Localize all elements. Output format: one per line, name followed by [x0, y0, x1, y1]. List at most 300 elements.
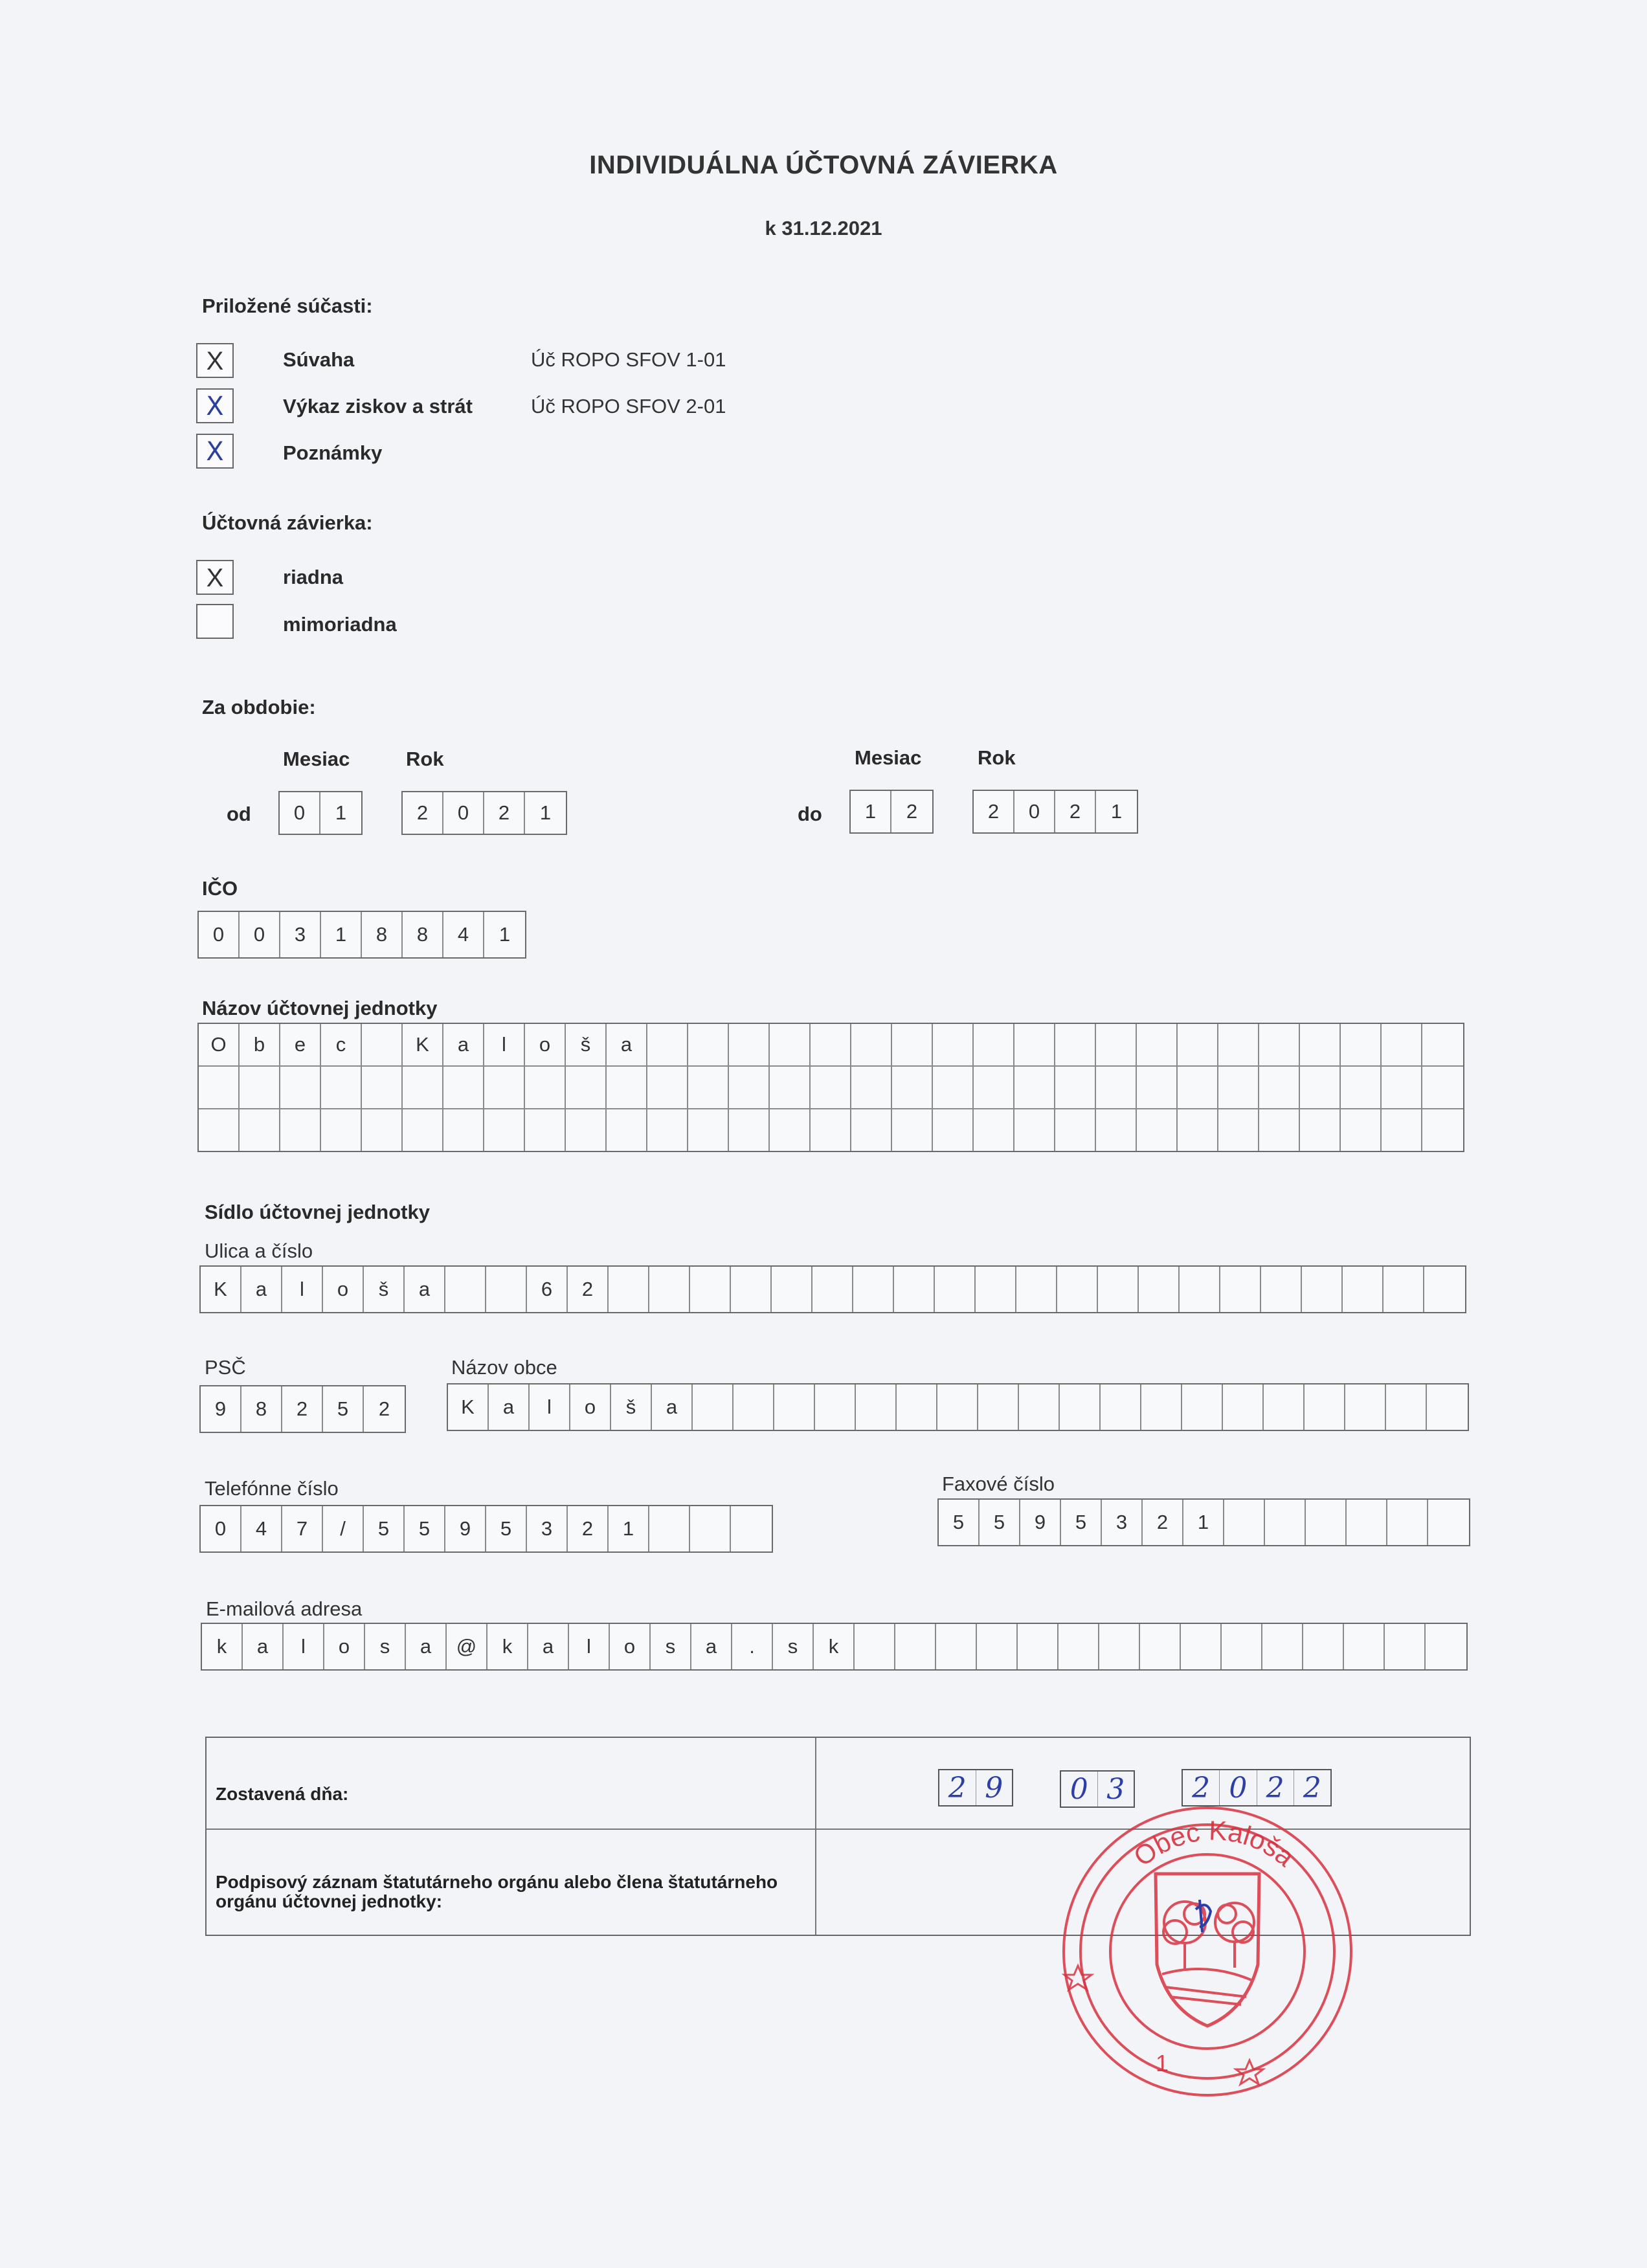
char-cell [1055, 1109, 1096, 1151]
char-cell: 8 [403, 912, 443, 957]
char-cell [403, 1109, 443, 1151]
char-cell [649, 1506, 690, 1551]
char-cell [1220, 1267, 1261, 1312]
char-cell [851, 1109, 892, 1151]
char-cell [974, 1067, 1014, 1108]
label-poznamky: Poznámky [283, 441, 383, 464]
checkbox-poznamky[interactable] [196, 434, 234, 469]
char-cell: 9 [201, 1386, 241, 1432]
char-cell [690, 1506, 731, 1551]
char-cell [1057, 1267, 1098, 1312]
char-cell: 8 [241, 1386, 282, 1432]
from-month-label: Mesiac [283, 748, 350, 770]
char-cell: 5 [364, 1506, 405, 1551]
char-cell [647, 1109, 688, 1151]
compiled-day-input[interactable] [938, 1769, 1013, 1807]
attachments-heading: Priložené súčasti: [202, 295, 373, 317]
char-cell [1223, 1384, 1264, 1430]
check-mark: X [206, 347, 224, 375]
to-year-input[interactable] [972, 790, 1138, 834]
char-cell [1137, 1067, 1178, 1108]
char-cell [1261, 1267, 1302, 1312]
char-cell [1341, 1067, 1382, 1108]
char-cell: a [652, 1384, 693, 1430]
char-cell: K [201, 1267, 241, 1312]
char-cell [1422, 1067, 1463, 1108]
char-cell [978, 1384, 1019, 1430]
label-riadna: riadna [283, 566, 344, 588]
char-cell [770, 1067, 811, 1108]
char-cell [1428, 1500, 1469, 1545]
check-mark: X [206, 564, 224, 592]
char-cell [362, 1067, 403, 1108]
char-cell: 5 [405, 1506, 445, 1551]
char-cell: o [323, 1267, 364, 1312]
char-cell [1427, 1384, 1468, 1430]
compiled-label: Zostavená dňa: [216, 1784, 349, 1804]
psc-label: PSČ [205, 1356, 246, 1379]
digit-cell: 1 [539, 801, 552, 824]
char-cell [445, 1267, 486, 1312]
char-cell [693, 1384, 734, 1430]
char-cell: b [240, 1024, 280, 1065]
char-cell: 4 [241, 1506, 282, 1551]
char-cell: 2 [568, 1267, 609, 1312]
char-cell [1099, 1624, 1140, 1669]
char-cell: 5 [980, 1500, 1020, 1545]
street-input[interactable] [199, 1265, 1466, 1313]
char-cell [974, 1024, 1014, 1065]
char-cell [649, 1267, 690, 1312]
char-cell [851, 1067, 892, 1108]
stamp-text: Obec Kaloša [1128, 1815, 1301, 1873]
char-cell [1178, 1067, 1218, 1108]
char-cell [1259, 1067, 1300, 1108]
char-cell [933, 1067, 974, 1108]
year-digit: 0 [1220, 1770, 1257, 1805]
char-cell [892, 1109, 933, 1151]
char-cell [199, 1109, 240, 1151]
char-cell [734, 1384, 774, 1430]
page-title: INDIVIDUÁLNA ÚČTOVNÁ ZÁVIERKA [589, 151, 1058, 179]
char-cell: 6 [527, 1267, 568, 1312]
char-cell: . [732, 1624, 773, 1669]
char-cell: a [489, 1384, 530, 1430]
char-cell [1140, 1624, 1181, 1669]
char-cell [609, 1267, 649, 1312]
char-cell: 8 [362, 912, 403, 957]
char-cell: 3 [527, 1506, 568, 1551]
official-stamp-icon [1052, 1803, 1369, 2107]
char-cell: 2 [282, 1386, 323, 1432]
char-cell [1014, 1109, 1055, 1151]
psc-input[interactable] [199, 1385, 406, 1433]
email-label: E-mailová adresa [206, 1597, 363, 1620]
char-cell [1344, 1624, 1385, 1669]
char-cell: @ [447, 1624, 487, 1669]
char-cell [688, 1024, 729, 1065]
char-cell: l [530, 1384, 570, 1430]
char-cell [1303, 1624, 1344, 1669]
char-cell [1178, 1024, 1218, 1065]
char-cell [811, 1067, 851, 1108]
to-label: do [798, 803, 822, 825]
char-cell [688, 1067, 729, 1108]
char-cell [1300, 1024, 1341, 1065]
report-date: k 31.12.2021 [765, 217, 882, 239]
char-cell [1305, 1384, 1345, 1430]
char-cell [1141, 1384, 1182, 1430]
char-cell: 5 [939, 1500, 980, 1545]
char-cell [936, 1624, 977, 1669]
char-cell [647, 1024, 688, 1065]
char-cell [892, 1067, 933, 1108]
char-cell [1300, 1067, 1341, 1108]
check-mark: X [206, 392, 224, 421]
char-cell: s [773, 1624, 814, 1669]
digit-cell: 2 [906, 800, 918, 823]
char-cell [1218, 1024, 1259, 1065]
char-cell: 3 [1102, 1500, 1143, 1545]
to-month-label: Mesiac [855, 746, 922, 769]
char-cell [1139, 1267, 1180, 1312]
digit-cell: 1 [1110, 800, 1123, 823]
char-cell: l [484, 1024, 525, 1065]
char-cell [1386, 1384, 1427, 1430]
char-cell [770, 1024, 811, 1065]
digit-cell: 1 [335, 801, 347, 824]
char-cell [892, 1024, 933, 1065]
year-digit: 2 [1257, 1770, 1294, 1805]
char-cell [1060, 1384, 1101, 1430]
char-cell [403, 1067, 443, 1108]
digit-cell: 2 [1055, 791, 1096, 832]
char-cell [1055, 1067, 1096, 1108]
to-month-input[interactable] [849, 790, 934, 834]
char-cell: 1 [321, 912, 362, 957]
label-vykaz: Výkaz ziskov a strát [283, 395, 473, 417]
char-cell [1422, 1024, 1463, 1065]
char-cell [1096, 1109, 1137, 1151]
char-cell: 0 [199, 912, 240, 957]
char-cell [1137, 1109, 1178, 1151]
name-row [199, 1024, 1463, 1067]
char-cell [1302, 1267, 1343, 1312]
char-cell [1218, 1109, 1259, 1151]
char-cell [1259, 1024, 1300, 1065]
char-cell [731, 1267, 772, 1312]
char-cell [933, 1024, 974, 1065]
char-cell [1098, 1267, 1139, 1312]
char-cell [1096, 1067, 1137, 1108]
char-cell: k [487, 1624, 528, 1669]
char-cell: o [525, 1024, 566, 1065]
char-cell [1387, 1500, 1428, 1545]
char-cell [280, 1109, 321, 1151]
char-cell [280, 1067, 321, 1108]
char-cell: K [403, 1024, 443, 1065]
char-cell [1018, 1624, 1059, 1669]
label-mimoriadna: mimoriadna [283, 613, 397, 636]
char-cell [1262, 1624, 1303, 1669]
digit-cell: 2 [974, 791, 1014, 832]
char-cell [1424, 1267, 1465, 1312]
char-cell [977, 1624, 1018, 1669]
ico-input[interactable] [197, 911, 526, 959]
char-cell [1345, 1384, 1386, 1430]
char-cell: š [566, 1024, 607, 1065]
stamp-number: 1 [1156, 2050, 1169, 2076]
char-cell [1137, 1024, 1178, 1065]
char-cell [1222, 1624, 1262, 1669]
char-cell [484, 1109, 525, 1151]
char-cell [1181, 1624, 1222, 1669]
code-vykaz: Úč ROPO SFOV 2-01 [531, 395, 726, 417]
from-year-input[interactable] [401, 791, 567, 835]
char-cell [774, 1384, 815, 1430]
char-cell: a [405, 1267, 445, 1312]
char-cell: / [323, 1506, 364, 1551]
char-cell: o [570, 1384, 611, 1430]
char-cell: 5 [1061, 1500, 1102, 1545]
digit-cell: 2 [484, 792, 525, 834]
char-cell [1422, 1109, 1463, 1151]
char-cell [321, 1067, 362, 1108]
char-cell [1055, 1024, 1096, 1065]
ico-label: IČO [202, 877, 238, 900]
char-cell: s [365, 1624, 406, 1669]
char-cell [937, 1384, 978, 1430]
char-cell: 0 [201, 1506, 241, 1551]
char-cell: a [443, 1024, 484, 1065]
digit-cell: 0 [280, 792, 320, 834]
char-cell [1347, 1500, 1387, 1545]
char-cell: l [569, 1624, 610, 1669]
char-cell: e [280, 1024, 321, 1065]
name-row [199, 1109, 1463, 1151]
char-cell [1014, 1024, 1055, 1065]
char-cell [729, 1067, 770, 1108]
char-cell: 7 [282, 1506, 323, 1551]
char-cell [974, 1109, 1014, 1151]
checkbox-mimoriadna[interactable] [196, 604, 234, 639]
compiled-year-input[interactable] [1182, 1769, 1332, 1807]
char-cell [647, 1067, 688, 1108]
char-cell [1178, 1109, 1218, 1151]
char-cell [811, 1024, 851, 1065]
char-cell [199, 1067, 240, 1108]
char-cell: 5 [486, 1506, 527, 1551]
digit-cell: 1 [851, 791, 891, 832]
char-cell [1016, 1267, 1057, 1312]
day-digit: 2 [939, 1770, 976, 1805]
char-cell: a [691, 1624, 732, 1669]
char-cell: a [528, 1624, 569, 1669]
char-cell: a [406, 1624, 447, 1669]
char-cell [815, 1384, 856, 1430]
from-month-input[interactable] [278, 791, 363, 835]
char-cell [690, 1267, 731, 1312]
digit-cell: 0 [1014, 791, 1055, 832]
char-cell [731, 1506, 772, 1551]
char-cell: 1 [609, 1506, 649, 1551]
char-cell [1265, 1500, 1306, 1545]
char-cell [1096, 1024, 1137, 1065]
month-digit: 0 [1061, 1772, 1098, 1807]
char-cell [855, 1624, 895, 1669]
char-cell [853, 1267, 894, 1312]
check-mark: X [206, 437, 224, 467]
entity-name-input[interactable] [197, 1023, 1464, 1152]
year-digit: 2 [1183, 1770, 1220, 1805]
email-input[interactable] [201, 1623, 1468, 1671]
char-cell [362, 1109, 403, 1151]
char-cell [976, 1267, 1016, 1312]
char-cell: s [651, 1624, 691, 1669]
char-cell [1259, 1109, 1300, 1151]
char-cell: a [607, 1024, 647, 1065]
char-cell: a [243, 1624, 284, 1669]
char-cell: l [282, 1267, 323, 1312]
char-cell [812, 1267, 853, 1312]
fax-input[interactable] [937, 1498, 1470, 1546]
char-cell [729, 1024, 770, 1065]
char-cell [1101, 1384, 1141, 1430]
char-cell: o [610, 1624, 651, 1669]
char-cell [1182, 1384, 1223, 1430]
char-cell: c [321, 1024, 362, 1065]
signature-record-label: Podpisový záznam štatutárneho orgánu alebo člena štatutárneho orgánu účtovnej jednotky: [216, 1872, 778, 1911]
char-cell: š [611, 1384, 652, 1430]
char-cell [1218, 1067, 1259, 1108]
city-label: Názov obce [451, 1356, 557, 1379]
digit-cell: 0 [443, 792, 484, 834]
char-cell: K [448, 1384, 489, 1430]
fax-label: Faxové číslo [942, 1473, 1055, 1495]
char-cell: 9 [1020, 1500, 1061, 1545]
char-cell [1014, 1067, 1055, 1108]
char-cell [772, 1267, 812, 1312]
char-cell [607, 1109, 647, 1151]
label-suvaha: Súvaha [283, 348, 355, 371]
char-cell: a [241, 1267, 282, 1312]
phone-label: Telefónne číslo [205, 1477, 339, 1500]
char-cell [1224, 1500, 1265, 1545]
char-cell [1382, 1067, 1422, 1108]
entity-name-label: Názov účtovnej jednotky [202, 997, 438, 1019]
char-cell [1382, 1109, 1422, 1151]
char-cell [1180, 1267, 1220, 1312]
char-cell: o [324, 1624, 365, 1669]
char-cell: 1 [499, 923, 511, 946]
statement-type-heading: Účtovná závierka: [202, 511, 373, 534]
address-heading: Sídlo účtovnej jednotky [205, 1201, 430, 1223]
char-cell [566, 1067, 607, 1108]
char-cell [1341, 1024, 1382, 1065]
char-cell [933, 1109, 974, 1151]
char-cell [1426, 1624, 1466, 1669]
char-cell [729, 1109, 770, 1151]
char-cell: 0 [240, 912, 280, 957]
char-cell [1384, 1267, 1424, 1312]
char-cell [525, 1067, 566, 1108]
digit-cell: 2 [403, 792, 443, 834]
char-cell [443, 1067, 484, 1108]
char-cell: l [284, 1624, 324, 1669]
char-cell: k [202, 1624, 243, 1669]
char-cell [1385, 1624, 1426, 1669]
char-cell [1306, 1500, 1347, 1545]
char-cell: 1 [1183, 1500, 1224, 1545]
char-cell: 4 [443, 912, 484, 957]
period-heading: Za obdobie: [202, 696, 316, 718]
char-cell [935, 1267, 976, 1312]
char-cell: 2 [378, 1397, 390, 1420]
char-cell [1341, 1109, 1382, 1151]
char-cell [240, 1109, 280, 1151]
code-suvaha: Úč ROPO SFOV 1-01 [531, 348, 726, 371]
name-row [199, 1067, 1463, 1109]
char-cell [895, 1624, 936, 1669]
table-divider [815, 1738, 816, 1935]
char-cell [321, 1109, 362, 1151]
char-cell [897, 1384, 937, 1430]
char-cell [1019, 1384, 1060, 1430]
char-cell [1264, 1384, 1305, 1430]
char-cell: 3 [280, 912, 321, 957]
city-input[interactable] [447, 1383, 1469, 1431]
char-cell [240, 1067, 280, 1108]
char-cell [1343, 1267, 1384, 1312]
year-digit: 2 [1303, 1771, 1321, 1805]
month-digit: 3 [1106, 1772, 1125, 1806]
char-cell: 5 [323, 1386, 364, 1432]
day-digit: 9 [985, 1771, 1003, 1805]
char-cell [607, 1067, 647, 1108]
char-cell [811, 1109, 851, 1151]
char-cell: k [814, 1624, 855, 1669]
char-cell [486, 1267, 527, 1312]
phone-input[interactable] [199, 1505, 773, 1553]
char-cell: 2 [568, 1506, 609, 1551]
char-cell [1382, 1024, 1422, 1065]
street-label: Ulica a číslo [205, 1240, 313, 1262]
char-cell: 2 [1143, 1500, 1183, 1545]
from-label: od [227, 803, 251, 825]
char-cell [894, 1267, 935, 1312]
char-cell [525, 1109, 566, 1151]
char-cell [1300, 1109, 1341, 1151]
char-cell [362, 1024, 403, 1065]
from-year-label: Rok [406, 748, 444, 770]
to-year-label: Rok [978, 746, 1016, 769]
char-cell: š [364, 1267, 405, 1312]
char-cell [1059, 1624, 1099, 1669]
char-cell [484, 1067, 525, 1108]
char-cell [851, 1024, 892, 1065]
char-cell [770, 1109, 811, 1151]
checkbox-suvaha[interactable] [196, 343, 234, 378]
check-mark [197, 605, 232, 638]
char-cell: 9 [445, 1506, 486, 1551]
checkbox-riadna[interactable] [196, 560, 234, 595]
char-cell: O [199, 1024, 240, 1065]
char-cell [688, 1109, 729, 1151]
char-cell [443, 1109, 484, 1151]
checkbox-vykaz[interactable] [196, 388, 234, 423]
char-cell [856, 1384, 897, 1430]
char-cell [566, 1109, 607, 1151]
